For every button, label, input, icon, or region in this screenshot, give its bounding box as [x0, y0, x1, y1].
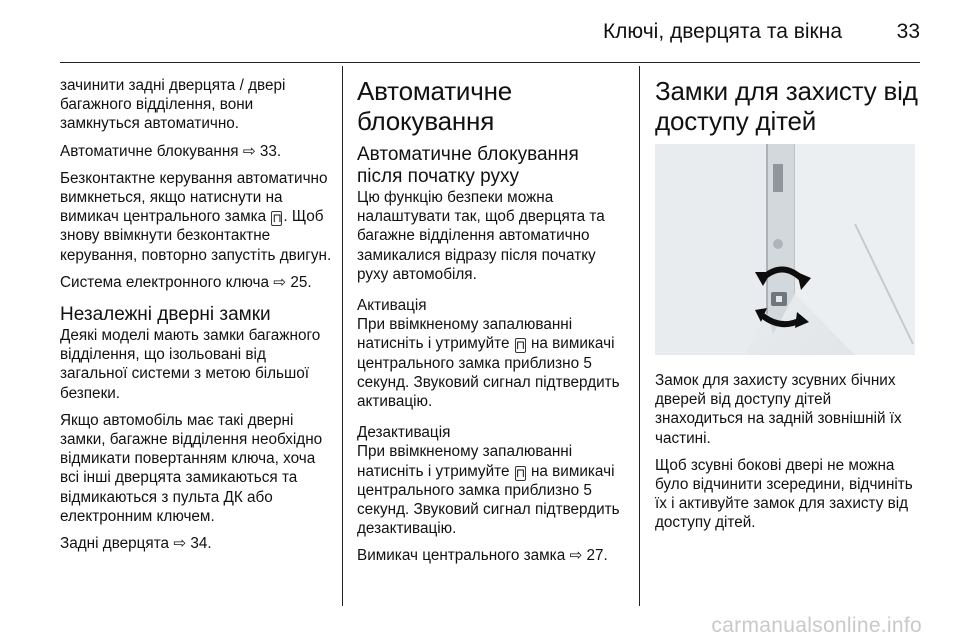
paragraph: Щоб зсувні бокові двері не можна було відчинити зсередини, відчиніть їх і активуйте замок для захисту від доступу дітей. [655, 456, 913, 532]
reference-arrow-icon: ⇨ [173, 535, 187, 553]
child-lock-photo [655, 144, 915, 355]
reference-arrow-icon: ⇨ [273, 273, 287, 291]
paragraph: Замок для захисту зсувних бічних дверей від доступу дітей знаходиться на задній зовнішній їх частині. [655, 372, 902, 447]
cross-reference: Вимикач центрального замка ⇨ 27. [357, 547, 608, 565]
reference-arrow-icon: ⇨ [242, 142, 256, 160]
paragraph: Якщо автомобіль має такі дверні замки, багажне відділення необхідно відмикати повертанням ключа, хоча всі інші дверцята замикаються та відмикаються з пульта ДК або електронним ключем. [60, 411, 323, 525]
paragraph: Цю функцію безпеки можна налаштувати так, щоб дверцята та багажне відділення автоматично замикалися відразу після початку руху автомобіля. [357, 189, 605, 283]
activation-heading: Активація [357, 297, 427, 315]
lock-key-icon: ⊓ [515, 465, 526, 480]
cross-reference: Автоматичне блокування ⇨ 33. [60, 142, 282, 160]
page-number: 33 [896, 20, 920, 43]
cross-reference: Система електронного ключа ⇨ 25. [60, 273, 312, 291]
paragraph: При ввімкненому запалюванні натисніть і утримуйте ⊓ на вимикачі центрального замка приблизно 5 секунд. Звуковий сигнал підтвердить активацію. [357, 316, 620, 411]
header-rule [60, 62, 920, 63]
paragraph: зачинити задні дверцята / двері багажного відділення, вони замкнуться автоматично. [60, 77, 286, 133]
child-lock-illustration [655, 144, 915, 355]
reference-arrow-icon: ⇨ [569, 547, 583, 565]
cross-reference: Задні дверцята ⇨ 34. [60, 535, 212, 553]
paragraph: При ввімкненому запалюванні натисніть і утримуйте ⊓ на вимикачі центрального замка приблизно 5 секунд. Звуковий сигнал підтвердить дезактивацію. [357, 443, 620, 538]
column-divider-2 [639, 66, 640, 606]
deactivation-heading: Дезактивація [357, 424, 451, 442]
subsection-heading: Автоматичне блокування після початку руху [357, 144, 579, 187]
paragraph: Безконтактне керування автоматично вимкнеться, якщо натиснути на вимикач центрального замка ⊓ . Щоб знову ввімкнути безконтактне керування, повторно запустіть двигун. [60, 169, 332, 264]
section-title: Замки для захисту від доступу дітей [655, 76, 918, 136]
watermark: carmanualsonline.info [711, 614, 922, 637]
header-title: Ключі, дверцята та вікна [602, 20, 842, 43]
lock-key-icon: ⊓ [272, 211, 282, 226]
column-2 [357, 76, 629, 574]
lock-key-icon: ⊓ [515, 338, 526, 353]
section-title: Автоматичне блокування [357, 76, 513, 136]
column-1 [60, 76, 332, 561]
column-divider-1 [342, 66, 343, 606]
paragraph: Деякі моделі мають замки багажного відділення, що ізольовані від загальної системи з метою більшої безпеки. [60, 327, 321, 402]
column-3 [655, 76, 921, 541]
section-heading: Незалежні дверні замки [60, 304, 271, 326]
